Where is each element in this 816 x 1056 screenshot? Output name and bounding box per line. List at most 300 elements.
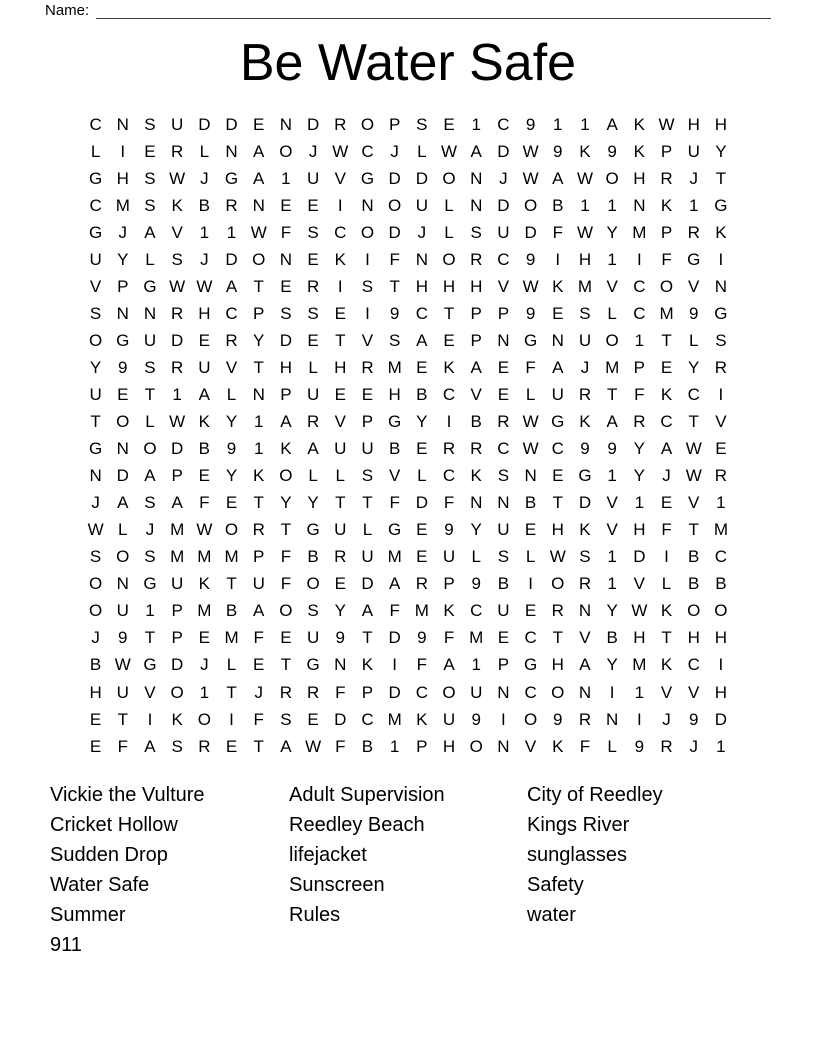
grid-letter: W: [685, 439, 702, 459]
grid-letter: C: [89, 114, 102, 134]
grid-letter: C: [687, 655, 700, 675]
grid-letter: N: [279, 114, 293, 134]
grid-letter: S: [388, 330, 401, 350]
grid-letter: W: [441, 141, 458, 161]
grid-letter: I: [718, 655, 724, 675]
grid-letter: A: [198, 384, 211, 404]
grid-letter: W: [87, 520, 104, 540]
grid-letter: R: [714, 357, 728, 377]
grid-letter: D: [578, 493, 592, 513]
grid-letter: N: [116, 303, 129, 323]
grid-letter: I: [365, 249, 370, 269]
grid-letter: K: [633, 141, 646, 161]
grid-letter: L: [145, 412, 155, 432]
grid-letter: H: [714, 628, 728, 648]
grid-letter: 1: [172, 384, 182, 404]
grid-letter: R: [198, 736, 211, 756]
grid-letter: N: [497, 736, 510, 756]
grid-letter: V: [497, 276, 510, 296]
grid-letter: E: [280, 628, 292, 648]
grid-letter: B: [416, 384, 428, 404]
grid-letter: M: [387, 357, 402, 377]
grid-letter: K: [660, 384, 673, 404]
grid-letter: Y: [225, 466, 238, 486]
grid-letter: E: [253, 655, 265, 675]
word-list-item: water: [527, 903, 576, 926]
grid-letter: E: [715, 439, 727, 459]
grid-letter: J: [308, 141, 318, 161]
grid-letter: J: [390, 141, 399, 161]
grid-letter: T: [552, 493, 563, 513]
grid-letter: G: [306, 655, 320, 675]
grid-letter: 9: [688, 303, 699, 323]
grid-letter: V: [633, 574, 646, 594]
grid-letter: N: [497, 682, 510, 702]
word-list-item: Cricket Hollow: [50, 813, 178, 836]
grid-letter: U: [306, 168, 320, 188]
grid-letter: H: [551, 520, 564, 540]
grid-letter: G: [88, 439, 103, 459]
grid-letter: L: [199, 141, 210, 161]
grid-letter: 9: [688, 709, 699, 729]
grid-letter: C: [361, 141, 374, 161]
grid-letter: H: [687, 114, 700, 134]
grid-letter: V: [688, 276, 700, 296]
grid-letter: J: [689, 736, 698, 756]
grid-letter: W: [169, 276, 186, 296]
grid-letter: O: [88, 601, 103, 621]
grid-letter: C: [415, 682, 428, 702]
grid-letter: P: [497, 303, 510, 323]
grid-letter: H: [578, 249, 592, 269]
grid-letter: H: [116, 168, 129, 188]
grid-letter: H: [687, 628, 700, 648]
grid-letter: P: [388, 114, 401, 134]
grid-letter: U: [89, 249, 102, 269]
grid-letter: A: [552, 357, 564, 377]
grid-letter: S: [144, 493, 156, 513]
grid-letter: L: [607, 303, 617, 323]
grid-letter: O: [360, 222, 375, 242]
grid-letter: A: [253, 601, 265, 621]
grid-letter: H: [633, 520, 646, 540]
grid-letter: C: [633, 276, 646, 296]
grid-letter: W: [169, 168, 186, 188]
grid-letter: A: [144, 222, 156, 242]
grid-letter: I: [664, 547, 669, 567]
grid-letter: D: [225, 249, 238, 269]
grid-letter: N: [143, 303, 157, 323]
grid-letter: 9: [389, 303, 400, 323]
grid-letter: K: [416, 709, 428, 729]
grid-letter: U: [89, 384, 102, 404]
grid-letter: A: [280, 412, 292, 432]
grid-letter: D: [198, 114, 211, 134]
grid-letter: I: [392, 655, 398, 675]
grid-letter: B: [89, 655, 102, 675]
grid-letter: R: [306, 412, 320, 432]
grid-letter: N: [116, 574, 129, 594]
grid-letter: T: [90, 412, 101, 432]
grid-letter: Y: [416, 412, 428, 432]
grid-letter: L: [471, 547, 481, 567]
grid-letter: O: [88, 574, 103, 594]
grid-letter: P: [171, 601, 183, 621]
grid-letter: 1: [716, 493, 726, 513]
grid-letter: J: [662, 709, 671, 729]
grid-letter: V: [606, 493, 618, 513]
grid-letter: S: [361, 276, 374, 296]
grid-letter: R: [578, 384, 592, 404]
grid-letter: T: [253, 736, 264, 756]
grid-letter: F: [416, 655, 428, 675]
grid-letter: U: [497, 222, 510, 242]
grid-letter: N: [497, 493, 510, 513]
grid-letter: 1: [607, 195, 617, 215]
grid-letter: 1: [553, 114, 563, 134]
grid-letter: G: [388, 412, 402, 432]
grid-letter: D: [415, 168, 428, 188]
grid-letter: K: [280, 439, 292, 459]
grid-letter: P: [470, 303, 482, 323]
grid-letter: C: [551, 439, 564, 459]
grid-letter: U: [306, 628, 320, 648]
grid-letter: W: [658, 114, 675, 134]
grid-letter: M: [713, 520, 728, 540]
grid-letter: U: [334, 520, 347, 540]
grid-letter: N: [415, 249, 428, 269]
grid-letter: K: [552, 276, 564, 296]
grid-letter: O: [279, 466, 293, 486]
grid-letter: P: [416, 736, 428, 756]
grid-letter: W: [114, 655, 131, 675]
grid-letter: D: [225, 114, 238, 134]
grid-letter: P: [253, 547, 265, 567]
grid-letter: I: [636, 709, 642, 729]
grid-letter: E: [443, 330, 455, 350]
grid-letter: N: [578, 682, 592, 702]
grid-letter: T: [280, 655, 292, 675]
grid-letter: R: [470, 439, 483, 459]
grid-letter: I: [609, 682, 615, 702]
grid-letter: 1: [253, 439, 264, 459]
grid-letter: N: [252, 384, 265, 404]
grid-letter: K: [198, 412, 211, 432]
grid-letter: M: [469, 628, 484, 648]
grid-letter: O: [388, 195, 402, 215]
grid-letter: E: [334, 574, 346, 594]
grid-letter: I: [120, 141, 126, 161]
grid-letter: R: [361, 357, 374, 377]
grid-letter: J: [200, 249, 209, 269]
grid-letter: J: [91, 493, 100, 513]
grid-letter: R: [252, 520, 265, 540]
grid-letter: E: [198, 330, 211, 350]
grid-letter: A: [253, 168, 265, 188]
grid-letter: O: [252, 249, 266, 269]
grid-letter: T: [117, 709, 128, 729]
grid-letter: F: [117, 736, 128, 756]
grid-letter: 1: [226, 222, 237, 242]
grid-letter: H: [714, 682, 728, 702]
grid-letter: D: [497, 141, 510, 161]
grid-letter: D: [388, 168, 401, 188]
grid-letter: G: [143, 655, 157, 675]
grid-letter: J: [118, 222, 128, 242]
grid-letter: K: [361, 655, 374, 675]
grid-letter: K: [253, 466, 265, 486]
grid-letter: N: [524, 466, 537, 486]
grid-letter: C: [334, 222, 347, 242]
grid-letter: L: [118, 520, 128, 540]
grid-letter: J: [689, 168, 698, 188]
grid-letter: 1: [607, 466, 617, 486]
grid-letter: U: [470, 682, 483, 702]
grid-letter: P: [280, 384, 292, 404]
grid-letter: J: [580, 357, 590, 377]
grid-letter: M: [170, 520, 185, 540]
grid-letter: 1: [253, 412, 264, 432]
grid-letter: C: [714, 547, 728, 567]
grid-letter: M: [632, 222, 647, 242]
grid-letter: G: [143, 276, 157, 296]
grid-letter: S: [361, 466, 374, 486]
grid-letter: F: [634, 384, 645, 404]
grid-letter: G: [578, 466, 592, 486]
word-list-item: Vickie the Vulture: [50, 784, 205, 806]
grid-letter: 1: [199, 222, 210, 242]
grid-letter: Y: [117, 249, 129, 269]
grid-letter: 1: [580, 114, 590, 134]
grid-letter: O: [659, 276, 674, 296]
grid-letter: W: [576, 168, 593, 188]
grid-letter: B: [688, 547, 700, 567]
grid-letter: G: [360, 168, 375, 188]
grid-letter: U: [116, 682, 129, 702]
grid-letter: R: [687, 222, 700, 242]
grid-letter: E: [280, 195, 292, 215]
grid-letter: Y: [225, 412, 238, 432]
grid-letter: M: [387, 547, 402, 567]
grid-letter: N: [116, 114, 129, 134]
grid-letter: H: [633, 628, 646, 648]
grid-letter: V: [688, 682, 700, 702]
grid-letter: U: [415, 195, 428, 215]
grid-letter: O: [224, 520, 239, 540]
grid-letter: S: [171, 736, 183, 756]
grid-letter: N: [633, 195, 646, 215]
grid-letter: T: [688, 520, 699, 540]
grid-letter: O: [442, 249, 456, 269]
grid-letter: O: [605, 330, 619, 350]
grid-letter: P: [660, 141, 673, 161]
grid-letter: U: [497, 601, 510, 621]
grid-letter: C: [524, 682, 537, 702]
grid-letter: F: [253, 628, 264, 648]
grid-letter: A: [225, 276, 238, 296]
word-list-item: Reedley Beach: [289, 813, 425, 836]
grid-letter: W: [196, 520, 213, 540]
grid-letter: F: [443, 493, 455, 513]
grid-letter: L: [525, 547, 536, 567]
grid-letter: L: [661, 574, 672, 594]
grid-letter: A: [416, 330, 428, 350]
grid-letter: O: [170, 682, 184, 702]
grid-letter: Y: [633, 466, 646, 486]
grid-letter: K: [579, 412, 591, 432]
grid-letter: C: [225, 303, 238, 323]
grid-letter: E: [552, 466, 564, 486]
grid-letter: B: [198, 439, 211, 459]
grid-letter: 9: [471, 709, 481, 729]
grid-letter: D: [497, 195, 510, 215]
grid-letter: M: [632, 655, 647, 675]
grid-letter: C: [415, 303, 428, 323]
grid-letter: B: [470, 412, 482, 432]
grid-letter: S: [89, 547, 102, 567]
grid-letter: T: [226, 682, 237, 702]
grid-letter: O: [143, 439, 157, 459]
grid-letter: 1: [688, 195, 699, 215]
grid-letter: H: [388, 384, 401, 404]
grid-letter: W: [169, 412, 186, 432]
grid-letter: Y: [606, 222, 618, 242]
grid-letter: P: [633, 357, 646, 377]
grid-letter: F: [199, 493, 210, 513]
grid-letter: E: [524, 520, 537, 540]
grid-letter: 9: [553, 709, 563, 729]
grid-letter: H: [198, 303, 211, 323]
grid-letter: U: [198, 357, 211, 377]
grid-letter: I: [501, 709, 506, 729]
grid-letter: U: [252, 574, 265, 594]
grid-letter: Y: [334, 601, 346, 621]
grid-letter: F: [335, 682, 346, 702]
grid-letter: G: [306, 520, 320, 540]
grid-letter: F: [389, 601, 400, 621]
grid-letter: R: [171, 303, 184, 323]
grid-letter: G: [88, 168, 103, 188]
grid-letter: A: [361, 601, 374, 621]
grid-letter: T: [443, 303, 455, 323]
grid-letter: S: [144, 195, 156, 215]
grid-letter: B: [715, 574, 727, 594]
grid-letter: R: [633, 412, 646, 432]
grid-letter: L: [226, 655, 237, 675]
grid-letter: 9: [525, 114, 536, 134]
grid-letter: O: [523, 709, 538, 729]
grid-letter: Y: [688, 357, 700, 377]
grid-letter: M: [414, 601, 429, 621]
grid-letter: U: [143, 330, 157, 350]
grid-letter: B: [524, 493, 537, 513]
grid-letter: J: [145, 520, 155, 540]
grid-letter: A: [660, 439, 673, 459]
grid-letter: D: [388, 628, 401, 648]
grid-letter: N: [225, 141, 238, 161]
grid-letter: V: [660, 682, 673, 702]
grid-letter: S: [144, 547, 156, 567]
grid-letter: T: [144, 384, 156, 404]
grid-letter: L: [417, 141, 427, 161]
grid-letter: D: [334, 709, 347, 729]
grid-letter: C: [497, 439, 510, 459]
grid-letter: F: [579, 736, 591, 756]
grid-letter: 1: [389, 736, 400, 756]
grid-letter: E: [552, 303, 564, 323]
grid-letter: 1: [199, 682, 210, 702]
grid-letter: Y: [89, 357, 102, 377]
word-list-item: Water Safe: [50, 873, 150, 896]
grid-letter: A: [606, 114, 618, 134]
grid-letter: R: [306, 682, 320, 702]
grid-letter: F: [525, 357, 536, 377]
grid-letter: 1: [607, 574, 617, 594]
grid-letter: L: [688, 330, 699, 350]
grid-letter: K: [579, 520, 591, 540]
grid-letter: K: [715, 222, 727, 242]
grid-letter: N: [470, 195, 483, 215]
grid-letter: 1: [634, 682, 645, 702]
grid-letter: U: [171, 574, 184, 594]
grid-letter: C: [687, 384, 700, 404]
grid-letter: 9: [118, 628, 128, 648]
grid-letter: D: [388, 682, 401, 702]
grid-letter: E: [416, 547, 428, 567]
grid-letter: E: [416, 439, 428, 459]
grid-letter: M: [577, 276, 593, 296]
grid-letter: K: [579, 141, 591, 161]
grid-letter: T: [335, 493, 346, 513]
grid-letter: O: [687, 601, 701, 621]
grid-letter: A: [280, 736, 292, 756]
grid-letter: 9: [226, 439, 237, 459]
grid-letter: L: [362, 520, 373, 540]
grid-letter: P: [660, 222, 673, 242]
grid-letter: A: [144, 736, 156, 756]
word-list-item: lifejacket: [289, 843, 367, 866]
grid-letter: E: [660, 357, 673, 377]
grid-letter: O: [469, 736, 483, 756]
grid-letter: E: [225, 736, 238, 756]
grid-letter: U: [334, 439, 347, 459]
grid-letter: R: [660, 168, 673, 188]
grid-letter: T: [335, 330, 346, 350]
grid-letter: P: [171, 466, 183, 486]
grid-letter: 9: [525, 303, 536, 323]
grid-letter: C: [442, 384, 456, 404]
grid-letter: O: [197, 709, 211, 729]
grid-letter: P: [253, 303, 265, 323]
grid-letter: V: [171, 222, 183, 242]
grid-letter: D: [116, 466, 129, 486]
grid-letter: W: [631, 601, 648, 621]
grid-letter: R: [334, 547, 347, 567]
grid-letter: 9: [607, 141, 617, 161]
grid-letter: S: [144, 357, 156, 377]
grid-letter: P: [117, 276, 129, 296]
name-row: [45, 2, 771, 19]
grid-letter: H: [279, 357, 293, 377]
grid-letter: W: [685, 466, 702, 486]
grid-letter: N: [361, 195, 374, 215]
grid-letter: U: [442, 709, 456, 729]
grid-letter: W: [522, 168, 539, 188]
grid-letter: M: [197, 601, 212, 621]
grid-letter: T: [144, 628, 156, 648]
grid-letter: H: [442, 276, 456, 296]
grid-letter: P: [497, 655, 510, 675]
